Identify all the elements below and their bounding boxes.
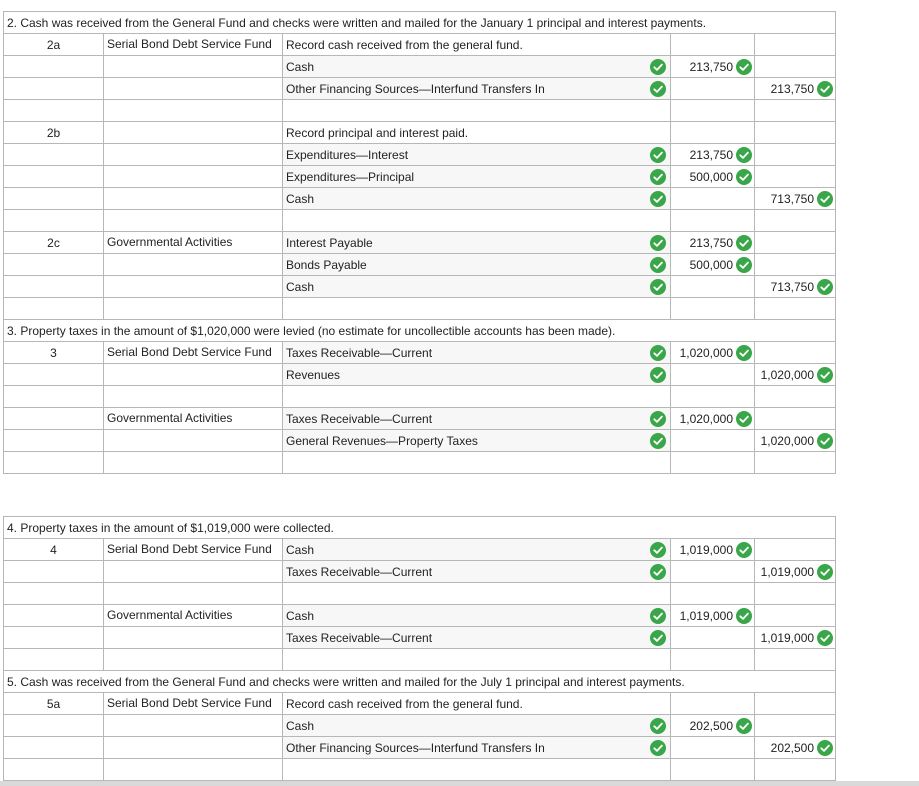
check-icon — [817, 740, 833, 756]
journal-table-b — [3, 516, 836, 781]
check-icon — [736, 147, 752, 163]
debit-input[interactable]: 202,500 — [671, 715, 755, 737]
empty-row — [4, 298, 836, 320]
account-dropdown[interactable] — [283, 188, 671, 210]
account-name: General Revenues—Property Taxes — [286, 433, 478, 448]
credit-input[interactable] — [755, 605, 836, 627]
empty-row — [4, 649, 836, 671]
journal-row — [4, 737, 836, 759]
journal-row — [4, 408, 836, 430]
transaction-number: 5a — [4, 693, 104, 715]
check-icon — [736, 345, 752, 361]
check-icon — [817, 433, 833, 449]
account-dropdown[interactable] — [283, 539, 671, 561]
account-name: Taxes Receivable—Current — [286, 411, 433, 426]
debit-input[interactable] — [671, 78, 755, 100]
check-icon — [736, 169, 752, 185]
debit-input[interactable]: 213,750 — [671, 232, 755, 254]
credit-input[interactable] — [755, 232, 836, 254]
journal-row — [4, 693, 836, 715]
journal-row — [4, 715, 836, 737]
account-dropdown[interactable] — [283, 78, 671, 100]
credit-input[interactable] — [755, 166, 836, 188]
empty-row — [4, 210, 836, 232]
account-dropdown[interactable] — [283, 232, 671, 254]
account-dropdown[interactable] — [283, 276, 671, 298]
credit-input[interactable]: 1,019,000 — [755, 627, 836, 649]
check-icon — [650, 59, 666, 75]
transaction-header: 3. Property taxes in the amount of $1,020,000 were levied (no estimate for uncollectible accounts has been made). — [4, 320, 836, 342]
account-name: Expenditures—Interest — [286, 147, 409, 162]
check-icon — [650, 564, 666, 580]
check-icon — [650, 718, 666, 734]
account-dropdown[interactable] — [283, 56, 671, 78]
journal-row — [4, 539, 836, 561]
account-name: Cash — [286, 718, 315, 733]
account-cell: Record cash received from the general fund. — [283, 693, 671, 715]
journal-row — [4, 364, 836, 386]
account-dropdown[interactable] — [283, 166, 671, 188]
account-name: Cash — [286, 191, 315, 206]
empty-row — [4, 583, 836, 605]
account-dropdown[interactable] — [283, 408, 671, 430]
check-icon — [817, 630, 833, 646]
transaction-number: 2b — [4, 122, 104, 144]
check-icon — [650, 411, 666, 427]
debit-input[interactable] — [671, 430, 755, 452]
empty-row — [4, 386, 836, 408]
fund-cell[interactable]: Governmental Activities — [104, 232, 283, 254]
debit-input[interactable]: 500,000 — [671, 166, 755, 188]
debit-input[interactable]: 213,750 — [671, 144, 755, 166]
journal-row — [4, 342, 836, 364]
check-icon — [650, 542, 666, 558]
account-name: Interest Payable — [286, 235, 373, 250]
transaction-header: 5. Cash was received from the General Fund and checks were written and mailed for the July 1 principal and interest payments. — [4, 671, 836, 693]
account-name: Cash — [286, 542, 315, 557]
account-name: Cash — [286, 59, 315, 74]
check-icon — [650, 81, 666, 97]
check-icon — [650, 367, 666, 383]
fund-cell[interactable]: Serial Bond Debt Service Fund — [104, 34, 283, 56]
account-name: Other Financing Sources—Interfund Transfers In — [286, 81, 545, 96]
journal-row — [4, 122, 836, 144]
transaction-header: 4. Property taxes in the amount of $1,019,000 were collected. — [4, 517, 836, 539]
journal-row — [4, 232, 836, 254]
journal-row — [4, 276, 836, 298]
empty-row — [4, 759, 836, 781]
debit-input[interactable] — [671, 561, 755, 583]
journal-row — [4, 56, 836, 78]
account-dropdown[interactable] — [283, 364, 671, 386]
journal-row — [4, 605, 836, 627]
account-name: Revenues — [286, 367, 341, 382]
check-icon — [650, 608, 666, 624]
account-name: Expenditures—Principal — [286, 169, 415, 184]
check-icon — [650, 235, 666, 251]
journal-row — [4, 430, 836, 452]
check-icon — [736, 608, 752, 624]
account-dropdown[interactable] — [283, 254, 671, 276]
credit-input[interactable]: 1,020,000 — [755, 430, 836, 452]
journal-row — [4, 78, 836, 100]
transaction-header: 2. Cash was received from the General Fund and checks were written and mailed for the January 1 principal and interest payments. — [4, 12, 836, 34]
credit-input[interactable] — [755, 408, 836, 430]
empty-row — [4, 100, 836, 122]
account-dropdown[interactable] — [283, 144, 671, 166]
account-cell: Record principal and interest paid. — [283, 122, 671, 144]
check-icon — [650, 169, 666, 185]
debit-input[interactable]: 213,750 — [671, 56, 755, 78]
empty-row — [4, 452, 836, 474]
journal-row — [4, 188, 836, 210]
check-icon — [736, 411, 752, 427]
credit-input[interactable] — [755, 144, 836, 166]
credit-input[interactable]: 202,500 — [755, 737, 836, 759]
account-name: Cash — [286, 279, 315, 294]
debit-input[interactable] — [671, 737, 755, 759]
transaction-number: 2c — [4, 232, 104, 254]
account-name: Other Financing Sources—Interfund Transfers In — [286, 740, 545, 755]
check-icon — [736, 257, 752, 273]
debit-input[interactable] — [671, 627, 755, 649]
debit-input[interactable] — [671, 188, 755, 210]
debit-input[interactable]: 1,020,000 — [671, 342, 755, 364]
journal-row — [4, 627, 836, 649]
journal-row — [4, 144, 836, 166]
credit-input[interactable] — [755, 254, 836, 276]
debit-input[interactable]: 1,019,000 — [671, 605, 755, 627]
check-icon — [817, 81, 833, 97]
credit-input[interactable] — [755, 56, 836, 78]
account-dropdown[interactable] — [283, 605, 671, 627]
fund-cell[interactable]: Governmental Activities — [104, 605, 283, 627]
debit-input[interactable] — [671, 276, 755, 298]
check-icon — [736, 59, 752, 75]
journal-row — [4, 166, 836, 188]
credit-input[interactable] — [755, 342, 836, 364]
check-icon — [650, 257, 666, 273]
account-dropdown[interactable] — [283, 430, 671, 452]
check-icon — [736, 235, 752, 251]
account-dropdown[interactable] — [283, 737, 671, 759]
check-icon — [650, 433, 666, 449]
account-dropdown[interactable] — [283, 561, 671, 583]
check-icon — [650, 345, 666, 361]
check-icon — [650, 630, 666, 646]
credit-input[interactable]: 1,020,000 — [755, 364, 836, 386]
account-name: Bonds Payable — [286, 257, 367, 272]
check-icon — [736, 718, 752, 734]
credit-input[interactable] — [755, 539, 836, 561]
fund-cell[interactable] — [104, 122, 283, 144]
credit-input[interactable]: 713,750 — [755, 188, 836, 210]
fund-cell[interactable]: Serial Bond Debt Service Fund — [104, 342, 283, 364]
credit-input[interactable]: 713,750 — [755, 276, 836, 298]
fund-cell[interactable]: Governmental Activities — [104, 408, 283, 430]
check-icon — [650, 147, 666, 163]
account-name: Taxes Receivable—Current — [286, 345, 433, 360]
transaction-number: 4 — [4, 539, 104, 561]
account-dropdown[interactable] — [283, 342, 671, 364]
account-cell: Record cash received from the general fund. — [283, 34, 671, 56]
horizontal-scrollbar[interactable] — [0, 781, 919, 786]
debit-input[interactable] — [671, 364, 755, 386]
account-name: Taxes Receivable—Current — [286, 564, 433, 579]
credit-input[interactable]: 1,019,000 — [755, 561, 836, 583]
journal-row — [4, 34, 836, 56]
debit-input[interactable]: 1,019,000 — [671, 539, 755, 561]
journal-table-a — [3, 11, 836, 474]
journal-row — [4, 254, 836, 276]
account-name: Cash — [286, 608, 315, 623]
transaction-number: 2a — [4, 34, 104, 56]
credit-input[interactable]: 213,750 — [755, 78, 836, 100]
journal-row — [4, 561, 836, 583]
check-icon — [817, 279, 833, 295]
credit-input[interactable] — [755, 715, 836, 737]
fund-cell[interactable]: Serial Bond Debt Service Fund — [104, 539, 283, 561]
account-dropdown[interactable] — [283, 715, 671, 737]
transaction-number: 3 — [4, 342, 104, 364]
account-name: Taxes Receivable—Current — [286, 630, 433, 645]
check-icon — [650, 740, 666, 756]
account-dropdown[interactable] — [283, 627, 671, 649]
debit-input[interactable]: 500,000 — [671, 254, 755, 276]
check-icon — [650, 279, 666, 295]
fund-cell[interactable]: Serial Bond Debt Service Fund — [104, 693, 283, 715]
check-icon — [817, 191, 833, 207]
check-icon — [817, 367, 833, 383]
debit-input[interactable]: 1,020,000 — [671, 408, 755, 430]
check-icon — [817, 564, 833, 580]
check-icon — [736, 542, 752, 558]
check-icon — [650, 191, 666, 207]
